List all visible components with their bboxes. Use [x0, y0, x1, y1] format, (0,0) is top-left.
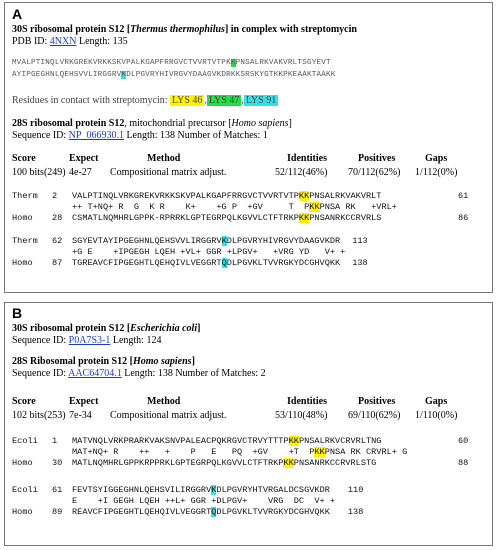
organism-name: Thermus thermophilus [130, 24, 225, 35]
value-positives: 69/110(62%) [348, 410, 401, 421]
value-score: 102 bits(253) [12, 410, 66, 421]
highlight-lys91: K [121, 71, 127, 79]
value-score: 100 bits(249) [12, 167, 66, 178]
protein-title: 30S ribosomal protein S12 [Thermus thermophilus] in complex with streptomycin [12, 24, 357, 35]
contact-lys46: LYS 46 [172, 95, 203, 106]
header-positives: Positives [358, 153, 396, 164]
value-gaps: 1/112(0%) [415, 167, 458, 178]
value-identities: 53/110(48%) [275, 410, 328, 421]
sequence-line-2: AYIPGEGHNLQEHSVVLIRGGRVKDLPGVRYHIVRGVYDAAGVKDRKKSRSKYGTKKPKEAAKTAAKK [12, 71, 336, 79]
contact-lys47: LYS 47 [208, 95, 240, 106]
header-expect: Expect [69, 153, 99, 164]
alignment-match-2: E +I GEGH LQEH ++L+ GGR +DLPGV+ VRG DC V+ + [72, 496, 336, 506]
highlight-lys46: K [230, 59, 236, 67]
homolog-seqid-line: Sequence ID: AAC64704.1 Length: 138 Number of Matches: 2 [12, 368, 266, 379]
alignment-query-1: Therm 2 VALPTINQLVRKGREKVRKKSKVPALKGAPFRRGVCTVVRTVTPKKPNSALRKVAKVRLT 61 [12, 191, 469, 201]
value-method: Compositional matrix adjust. [110, 167, 227, 178]
panel-a [4, 2, 493, 293]
header-identities: Identities [287, 396, 327, 407]
alignment-subject-2: Homo 87 TGREAVCFIPGEGHTLQEHQIVLVEGGRTQDLPGVKLTVVRGKYDCGHVQKK 138 [12, 258, 368, 268]
pdb-line: PDB ID: 4NXN Length: 135 [12, 36, 128, 47]
pdb-link[interactable]: 4NXN [49, 36, 77, 47]
value-gaps: 1/110(0%) [415, 410, 458, 421]
alignment-query-2: Therm 62 SGYEVTAYIPGEGHNLQEHSVVLIRGGRVKDLPGVRYHIVRGVYDAAGVKDR 113 [12, 236, 368, 246]
value-identities: 52/112(46%) [275, 167, 328, 178]
header-identities: Identities [287, 153, 327, 164]
header-score: Score [12, 396, 36, 407]
alignment-subject-2: Homo 89 REAVCFIPGEGHTLQEHQIVLVEGGRTQDLPGVKLTVVRGKYDCGHVQKK 138 [12, 507, 364, 517]
homolog-title: 28S Ribosomal protein S12 [Homo sapiens] [12, 356, 195, 367]
header-expect: Expect [69, 396, 99, 407]
alignment-query-2: Ecoli 61 FEVTSYIGGEGHNLQEHSVILIRGGRVKDLPGVRYHTVRGALDCSGVKDR 110 [12, 485, 364, 495]
value-method: Compositional matrix adjust. [110, 410, 227, 421]
panel-b [4, 302, 493, 546]
seqid-link[interactable]: P0A7S3-1 [68, 335, 111, 346]
header-positives: Positives [358, 396, 396, 407]
value-expect: 4e-27 [69, 167, 92, 178]
alignment-subject-1: Homo 28 CSMATLNQMHRLGPPK-RPRRKLGPTEGRPQLKGVVLCTFTRKPKKPNSANRKCCRVRLS 86 [12, 213, 469, 223]
alignment-query-1: Ecoli 1 MATVNQLVRKPRARKVAKSNVPALEACPQKRGVCTRVYTTTPKKPNSALRKVCRVRLTNG 60 [12, 436, 469, 446]
alignment-subject-1: Homo 30 MATLNQMHRLGPPKRPPRKLGPTEGRPQLKGVVLCTFTRKPKKPNSANRKCCRVRLSTG 88 [12, 458, 469, 468]
header-method: Method [147, 396, 181, 407]
contacts-line: Residues in contact with streptomycin: LYS 46 , LYS 47 , LYS 91 [12, 95, 277, 106]
alignment-match-1: ++ T+NQ+ R G K R K+ +G P +GV T PKKPNSA RK +VRL+ [72, 202, 397, 212]
header-score: Score [12, 153, 36, 164]
protein-title: 30S ribosomal protein S12 [Escherichia coli] [12, 323, 201, 334]
homolog-title: 28S ribosomal protein S12, mitochondrial precursor [Homo sapiens] [12, 118, 292, 129]
value-expect: 7e-34 [69, 410, 92, 421]
seqid-line: Sequence ID: NP_066930.1 Length: 138 Number of Matches: 1 [12, 130, 268, 141]
alignment-match-2: +G E +IPGEGH LQEH +VL+ GGR +LPGV+ +VRG YD V+ + [72, 247, 346, 257]
value-positives: 70/112(62%) [348, 167, 401, 178]
alignment-match-1: MAT+NQ+ R ++ + P E PQ +GV +T PKKPNSA RK CRVRL+ G [72, 447, 408, 457]
panel-label: A [12, 6, 23, 22]
header-gaps: Gaps [425, 396, 448, 407]
homolog-seqid-link[interactable]: AAC64704.1 [68, 368, 122, 379]
contact-lys91: LYS 91 [245, 95, 277, 106]
seqid-link[interactable]: NP_066930.1 [68, 130, 124, 141]
organism-name: Escherichia coli [130, 323, 198, 334]
header-gaps: Gaps [425, 153, 448, 164]
header-method: Method [147, 153, 181, 164]
panel-label: B [12, 305, 23, 321]
sequence-line-1: MVALPTINQLVRKGREKVRKKSKVPALKGAPFRRGVCTVVRTVTPKKPNSALRKVAKVRLTSGYEVT [12, 59, 331, 67]
seqid-line: Sequence ID: P0A7S3-1 Length: 124 [12, 335, 162, 346]
